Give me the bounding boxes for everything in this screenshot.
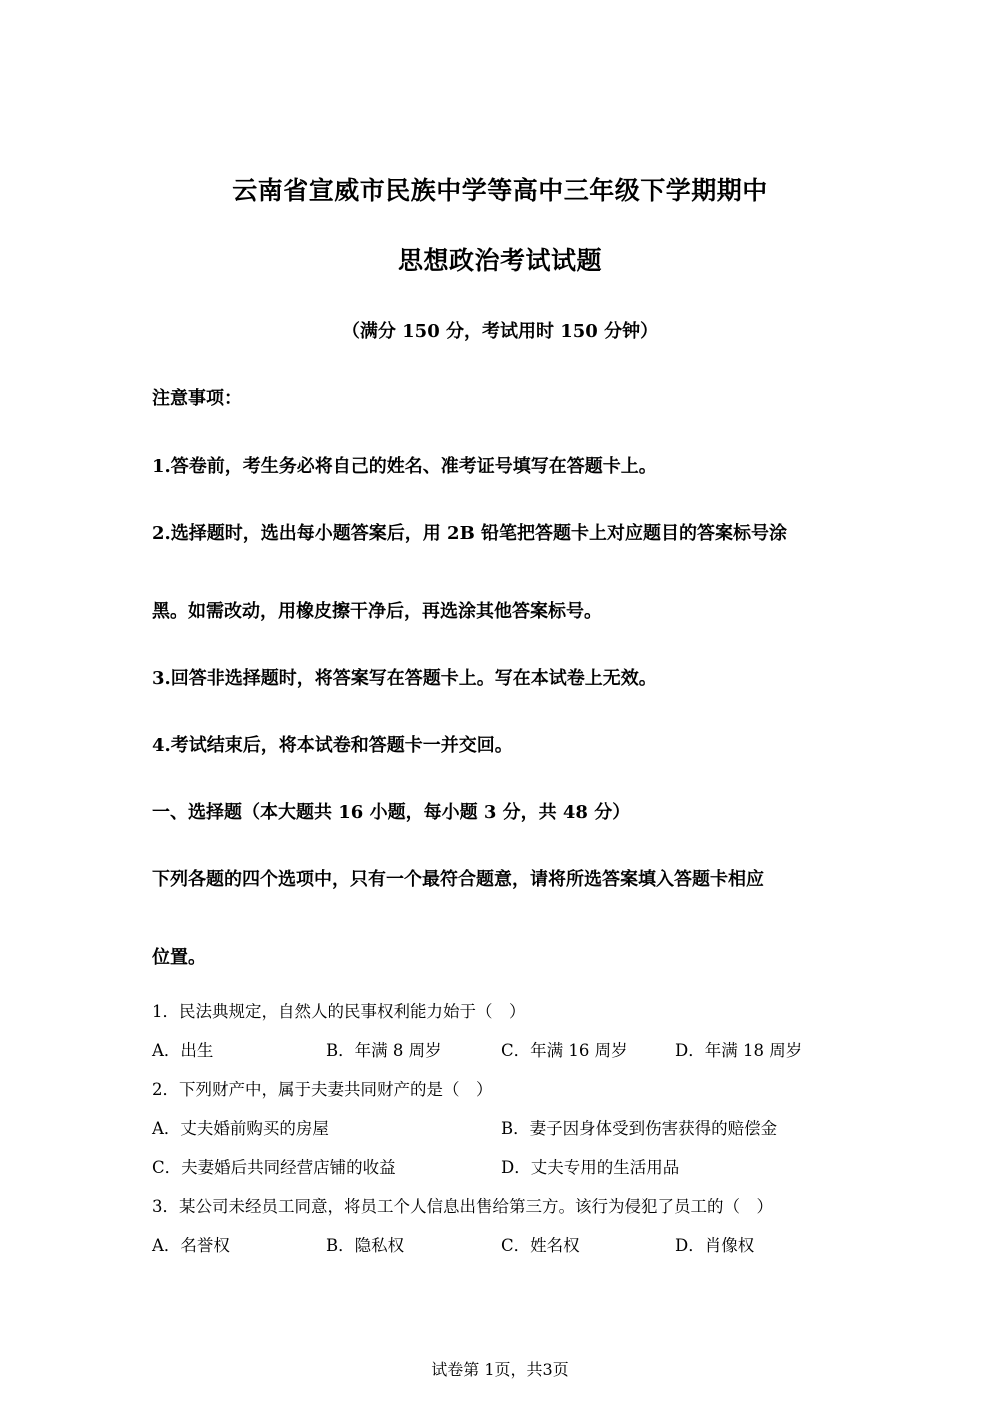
exam-title-line-1: 云南省宣威市民族中学等高中三年级下学期期中 <box>232 176 768 205</box>
notice-item-3: 3.回答非选择题时，将答案写在答题卡上。写在本试卷上无效。 <box>152 668 657 689</box>
question-3-option-b: B．隐私权 <box>326 1236 405 1255</box>
notice-item-2-continued: 黑。如需改动，用橡皮擦干净后，再选涂其他答案标号。 <box>152 601 602 622</box>
question-1-option-d: D．年满 18 周岁 <box>675 1041 803 1060</box>
question-3-option-c: C．姓名权 <box>501 1236 580 1255</box>
question-1-option-c: C．年满 16 周岁 <box>501 1041 628 1060</box>
section-instruction-line-2: 位置。 <box>152 947 206 968</box>
section-heading: 一、选择题（本大题共 16 小题，每小题 3 分，共 48 分） <box>152 802 631 823</box>
notice-item-4: 4.考试结束后，将本试卷和答题卡一并交回。 <box>152 735 513 756</box>
question-3-option-d: D．肖像权 <box>675 1236 755 1255</box>
question-3-stem: 3．某公司未经员工同意，将员工个人信息出售给第三方。该行为侵犯了员工的（ ） <box>152 1197 773 1216</box>
question-2-option-c: C．夫妻婚后共同经营店铺的收益 <box>152 1158 396 1177</box>
exam-info: （满分 150 分，考试用时 150 分钟） <box>341 321 659 342</box>
question-2-option-b: B．妻子因身体受到伤害获得的赔偿金 <box>501 1119 778 1138</box>
question-1-stem: 1．民法典规定，自然人的民事权利能力始于（ ） <box>152 1002 526 1021</box>
question-1-option-a: A．出生 <box>152 1041 214 1060</box>
page-footer: 试卷第 1页，共3页 <box>431 1360 569 1379</box>
question-1-option-b: B．年满 8 周岁 <box>326 1041 442 1060</box>
exam-title-line-2: 思想政治考试试题 <box>397 246 602 275</box>
question-3-option-a: A．名誉权 <box>152 1236 230 1255</box>
question-2-option-d: D．丈夫专用的生活用品 <box>501 1158 680 1177</box>
question-2-option-a: A．丈夫婚前购买的房屋 <box>152 1119 329 1138</box>
notice-item-2: 2.选择题时，选出每小题答案后，用 2B 铅笔把答题卡上对应题目的答案标号涂 <box>152 523 788 544</box>
notice-heading: 注意事项： <box>152 388 242 409</box>
question-2-stem: 2．下列财产中，属于夫妻共同财产的是（ ） <box>152 1080 493 1099</box>
notice-item-1: 1.答卷前，考生务必将自己的姓名、准考证号填写在答题卡上。 <box>152 456 657 477</box>
section-instruction-line-1: 下列各题的四个选项中，只有一个最符合题意，请将所选答案填入答题卡相应 <box>152 869 764 890</box>
